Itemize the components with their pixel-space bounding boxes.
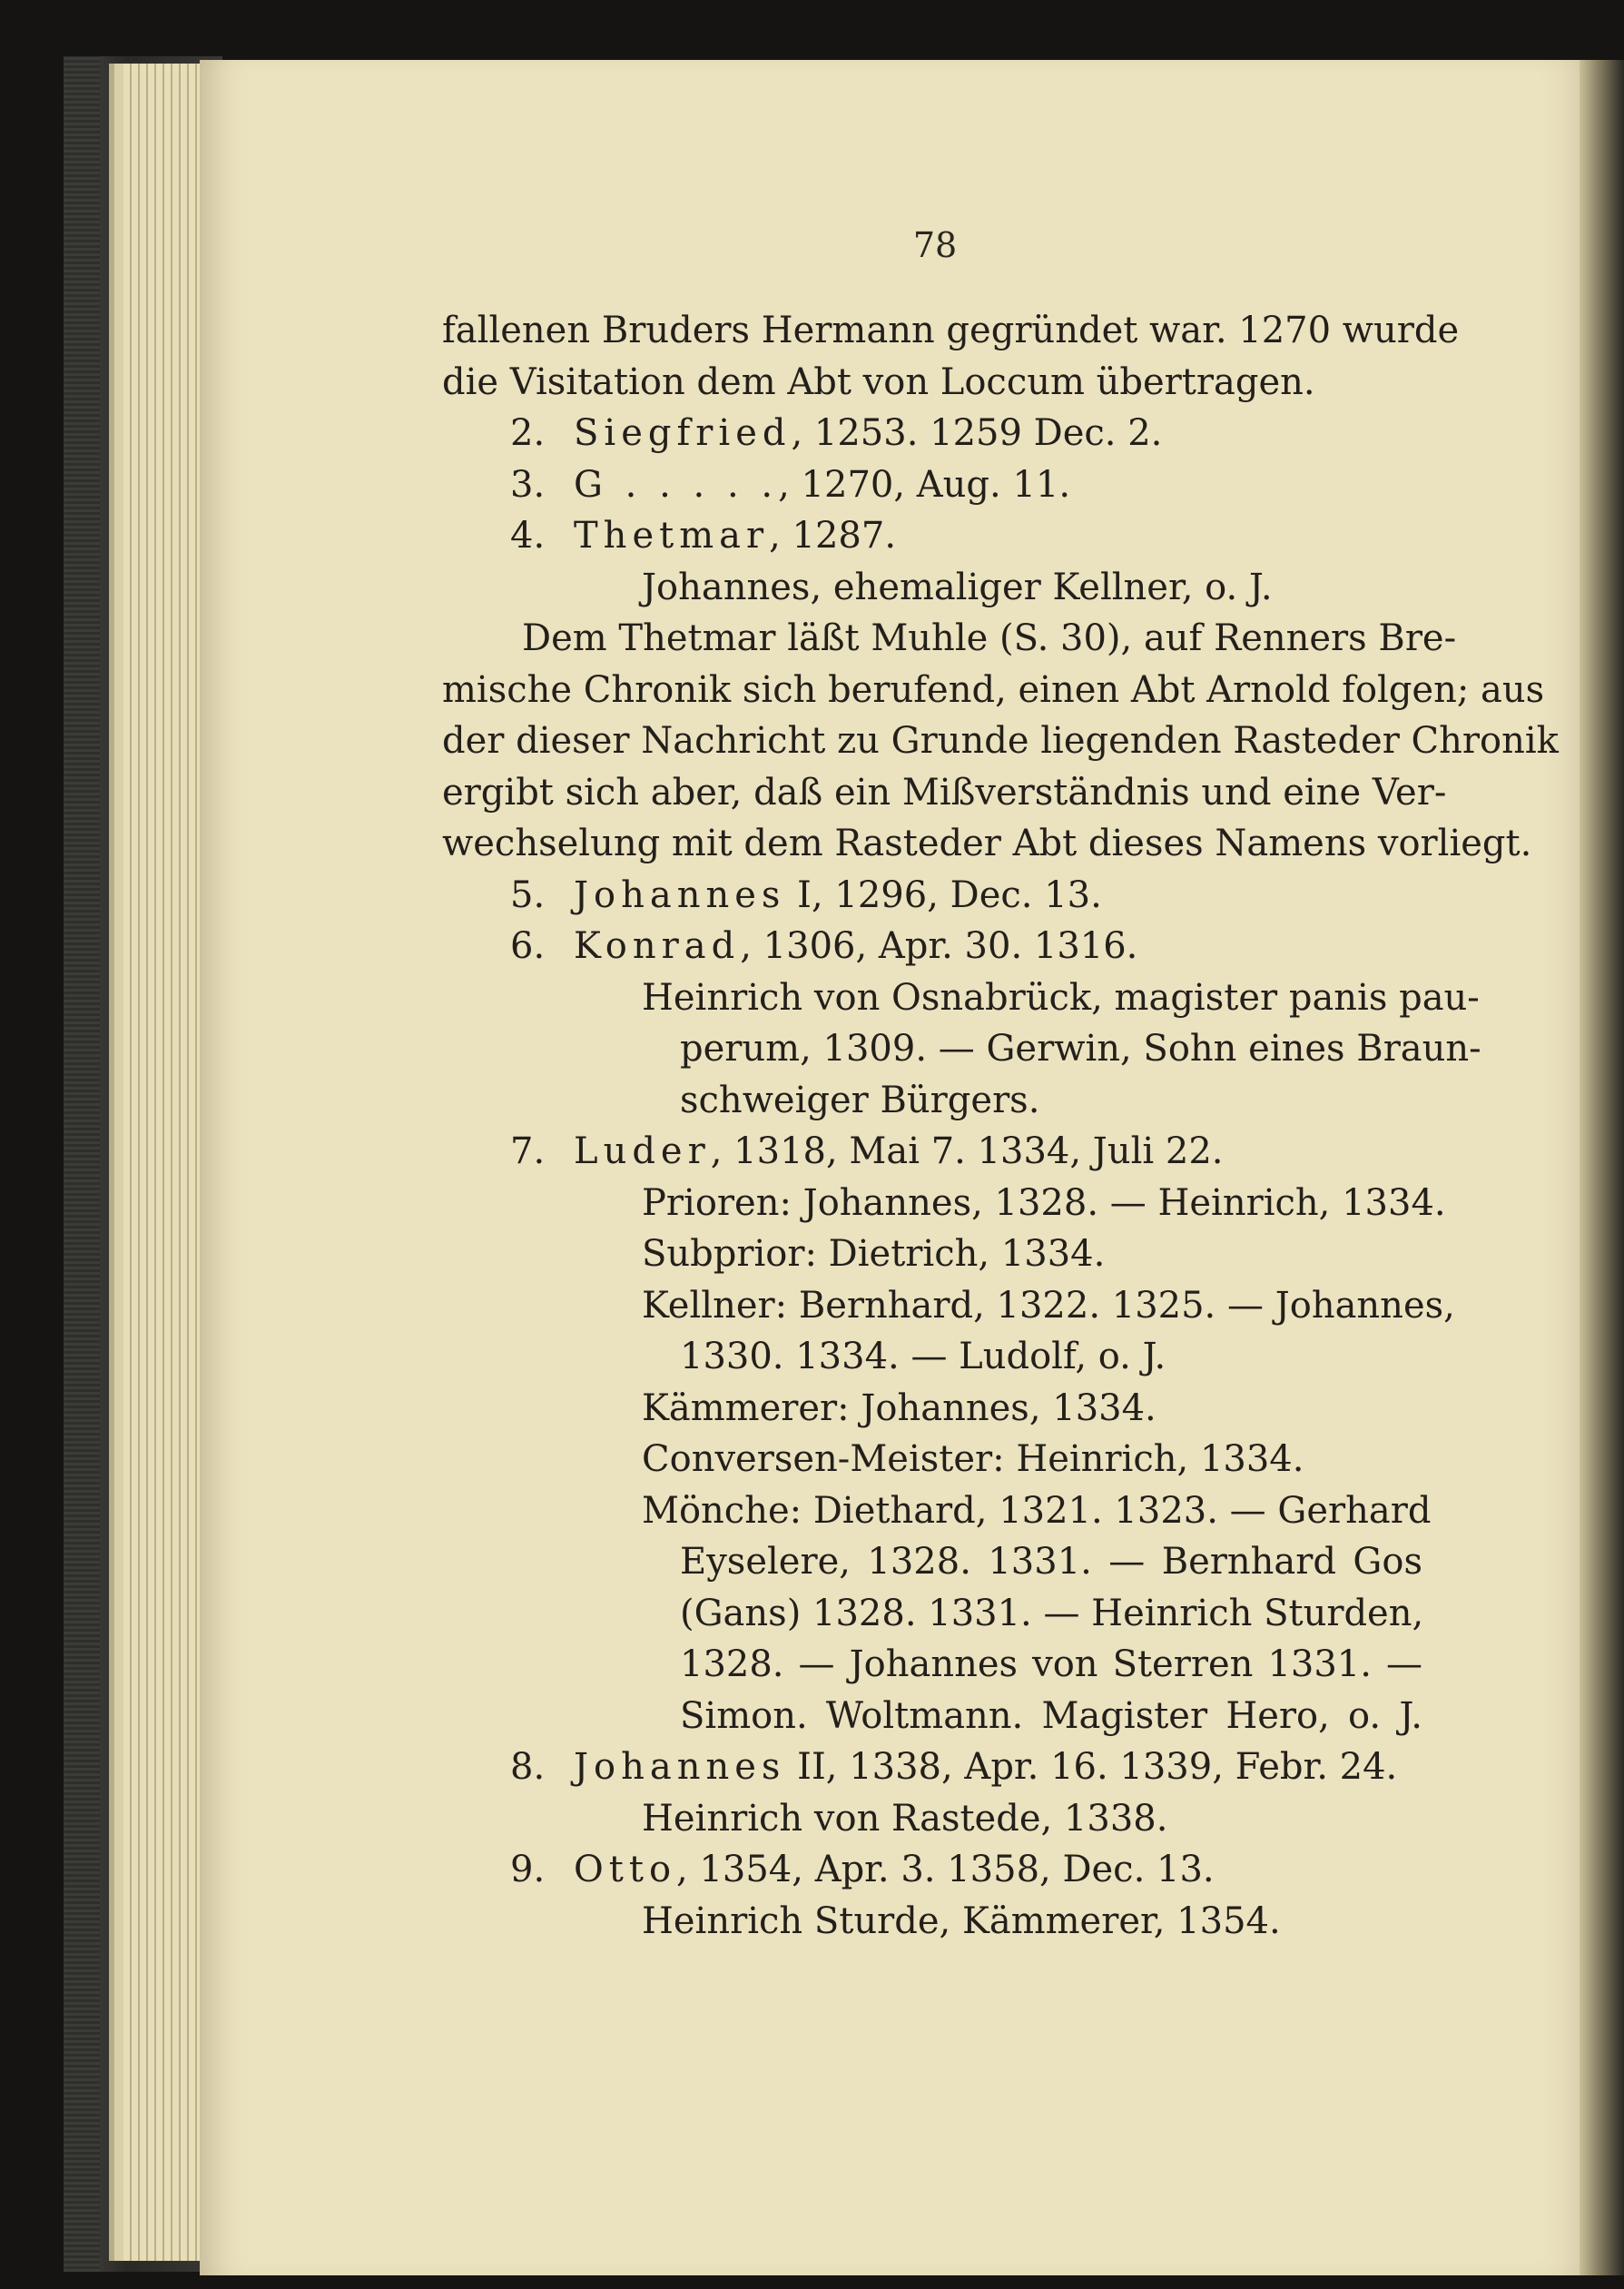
entry-number: 8.: [510, 1746, 546, 1788]
text-line: [442, 870, 1422, 922]
page-number: 78: [912, 225, 958, 265]
abbot-name: Luder: [574, 1130, 711, 1172]
entry-number: 3.: [510, 463, 546, 506]
text-line: [442, 510, 1422, 562]
text-line: Heinrich von Osnabrück, magister panis pau-: [642, 976, 1480, 1019]
entry-number: 5.: [510, 873, 546, 916]
text-line: Kellner: Bernhard, 1322. 1325. — Johannes,: [642, 1284, 1455, 1327]
text-line: perum, 1309. — Gerwin, Sohn eines Braun-: [680, 1028, 1481, 1070]
text-line: Subprior: Dietrich, 1334.: [642, 1233, 1106, 1275]
entry-details: , 1253. 1259 Dec. 2.: [791, 412, 1163, 454]
entry-details: II, 1338, Apr. 16. 1339, Febr. 24.: [785, 1746, 1398, 1788]
text-line: [442, 921, 1422, 972]
text-line: [442, 1741, 1422, 1793]
text-line: Prioren: Johannes, 1328. — Heinrich, 1334.: [642, 1181, 1446, 1224]
abbot-name: Johannes: [574, 1746, 786, 1788]
page-text: [442, 305, 1559, 1947]
text-line: [442, 1844, 1422, 1896]
text-line: fallenen Bruders Hermann gegründet war. 1270 wurde: [442, 310, 1460, 351]
text-line: Heinrich Sturde, Kämmerer, 1354.: [642, 1899, 1281, 1942]
text-line: mische Chronik sich berufend, einen Abt Arnold folgen; aus: [442, 668, 1545, 711]
text-line: Simon. Woltmann. Magister Hero, o. J.: [680, 1694, 1422, 1737]
text-line: 1328. — Johannes von Sterren 1331. —: [680, 1643, 1422, 1685]
text-line: der dieser Nachricht zu Grunde liegenden Rasteder Chronik: [442, 720, 1559, 762]
text-line: die Visitation dem Abt von Loccum übertragen.: [442, 360, 1315, 403]
text-line: Eyselere, 1328. 1331. — Bernhard Gos: [680, 1541, 1422, 1583]
book-cover-cloth: [64, 56, 100, 2272]
text-line: (Gans) 1328. 1331. — Heinrich Sturden,: [680, 1592, 1424, 1634]
page-gutter-shadow: [1580, 60, 1624, 2275]
text-line: [442, 459, 1422, 511]
text-line: Heinrich von Rastede, 1338.: [642, 1797, 1168, 1840]
abbot-name: G . . . . .: [574, 463, 779, 506]
text-line: [442, 408, 1422, 459]
text-line: [442, 1126, 1422, 1178]
entry-number: 2.: [510, 412, 546, 454]
abbot-name: Otto: [574, 1849, 677, 1890]
abbot-name: Konrad: [574, 925, 741, 967]
entry-number: 4.: [510, 515, 546, 557]
entry-details: , 1270, Aug. 11.: [778, 463, 1071, 506]
text-line: Dem Thetmar läßt Muhle (S. 30), auf Renners Bre-: [522, 617, 1457, 659]
entry-details: , 1318, Mai 7. 1334, Juli 22.: [710, 1130, 1224, 1172]
abbot-name: Johannes: [574, 873, 786, 916]
entry-number: 7.: [510, 1130, 546, 1172]
text-line: ergibt sich aber, daß ein Mißverständnis und eine Ver-: [442, 771, 1447, 814]
text-line: Mönche: Diethard, 1321. 1323. — Gerhard: [642, 1489, 1432, 1532]
text-line: Conversen-Meister: Heinrich, 1334.: [642, 1438, 1304, 1480]
text-line: Johannes, ehemaliger Kellner, o. J.: [642, 566, 1273, 608]
entry-details: , 1306, Apr. 30. 1316.: [740, 925, 1138, 967]
entry-details: , 1287.: [769, 515, 897, 557]
text-line: Kämmerer: Johannes, 1334.: [642, 1386, 1156, 1429]
entry-details: I, 1296, Dec. 13.: [785, 873, 1102, 916]
text-line: wechselung mit dem Rasteder Abt dieses Namens vorliegt.: [442, 823, 1532, 864]
text-line: schweiger Bürgers.: [680, 1079, 1040, 1121]
abbot-name: Siegfried: [574, 412, 792, 454]
text-line: 1330. 1334. — Ludolf, o. J.: [680, 1336, 1166, 1377]
entry-number: 6.: [510, 925, 546, 967]
entry-number: 9.: [510, 1849, 546, 1890]
entry-details: , 1354, Apr. 3. 1358, Dec. 13.: [676, 1849, 1215, 1890]
abbot-name: Thetmar: [574, 515, 770, 557]
